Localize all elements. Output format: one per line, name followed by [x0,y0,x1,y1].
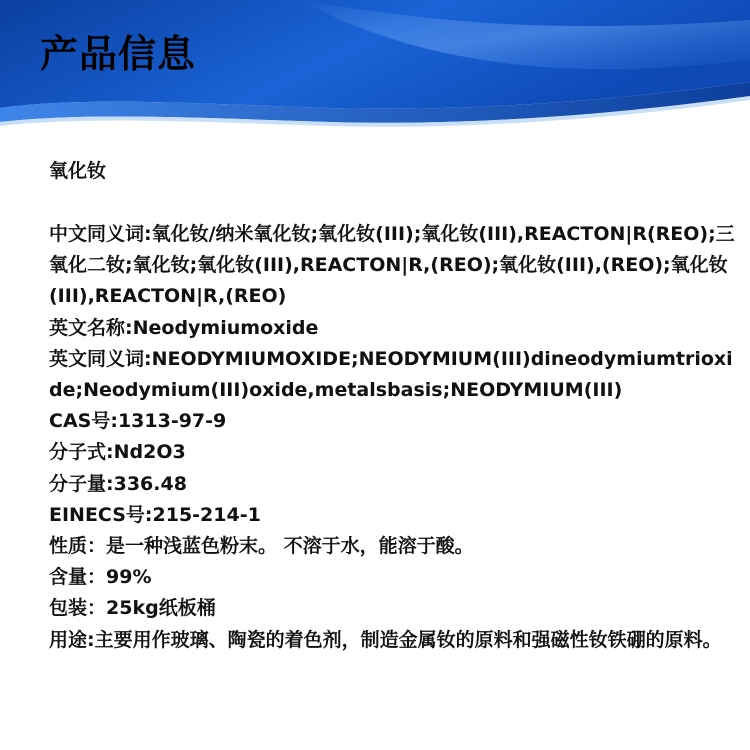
spec-label: 分子量: [49,472,114,495]
spec-value: 1313-97-9 [117,410,227,433]
spec-en-name [49,313,739,344]
spec-label: 分子式: [49,441,114,464]
spec-label: 英文同义词: [49,347,152,370]
spec-label: CAS号: [49,410,118,433]
spec-value: 336.48 [113,472,187,495]
spec-en-synonyms [49,344,739,406]
spec-label: 性质： [49,535,107,558]
spec-cas-number [49,406,739,437]
spec-value: 主要用作玻璃、陶瓷的着色剂，制造金属钕的原料和强磁性钕铁硼的原料。 [94,628,722,651]
spec-value: Nd2O3 [113,441,186,464]
spec-label: 用途: [49,628,95,651]
product-name: 氧化钕 [49,160,107,182]
spec-value: 是一种浅蓝色粉末。 不溶于水，能溶于酸。 [106,535,474,558]
spec-cn-synonyms [49,219,739,313]
spec-properties [49,531,739,562]
spec-label: 英文名称: [49,316,133,339]
spec-value: NEODYMIUMOXIDE;NEODYMIUM(III)dineodymiumtrioxide;Neodymium(III)oxide,metalsbasis;NEODYMIUM(III) [49,347,733,402]
spec-usage [49,625,739,656]
spec-value: 99% [106,566,152,589]
product-details [49,153,739,656]
spec-label: EINECS号: [49,503,153,526]
spec-value: 25kg纸板桶 [106,597,216,620]
spec-packaging [49,593,739,624]
spec-content [49,562,739,593]
spec-label: 中文同义词: [49,223,152,245]
page-title: 产品信息 [40,32,197,76]
spec-list [49,219,739,656]
spec-molecular-weight [49,469,739,500]
spec-einecs [49,500,739,531]
spec-value: 215-214-1 [152,503,261,526]
spec-formula [49,437,739,468]
spec-value: 氧化钕/纳米氧化钕;氧化钕(III);氧化钕(III),REACTON|R(REO);三氧化二钕;氧化钕;氧化钕(III),REACTON|R,(REO);氧化钕(III),(REO);氧化钕(III),REACTON|R,(REO) [49,223,735,308]
spec-value: Neodymiumoxide [132,316,319,339]
spec-label: 包装： [49,597,107,620]
spec-label: 含量： [49,566,107,589]
header-banner [0,0,750,130]
